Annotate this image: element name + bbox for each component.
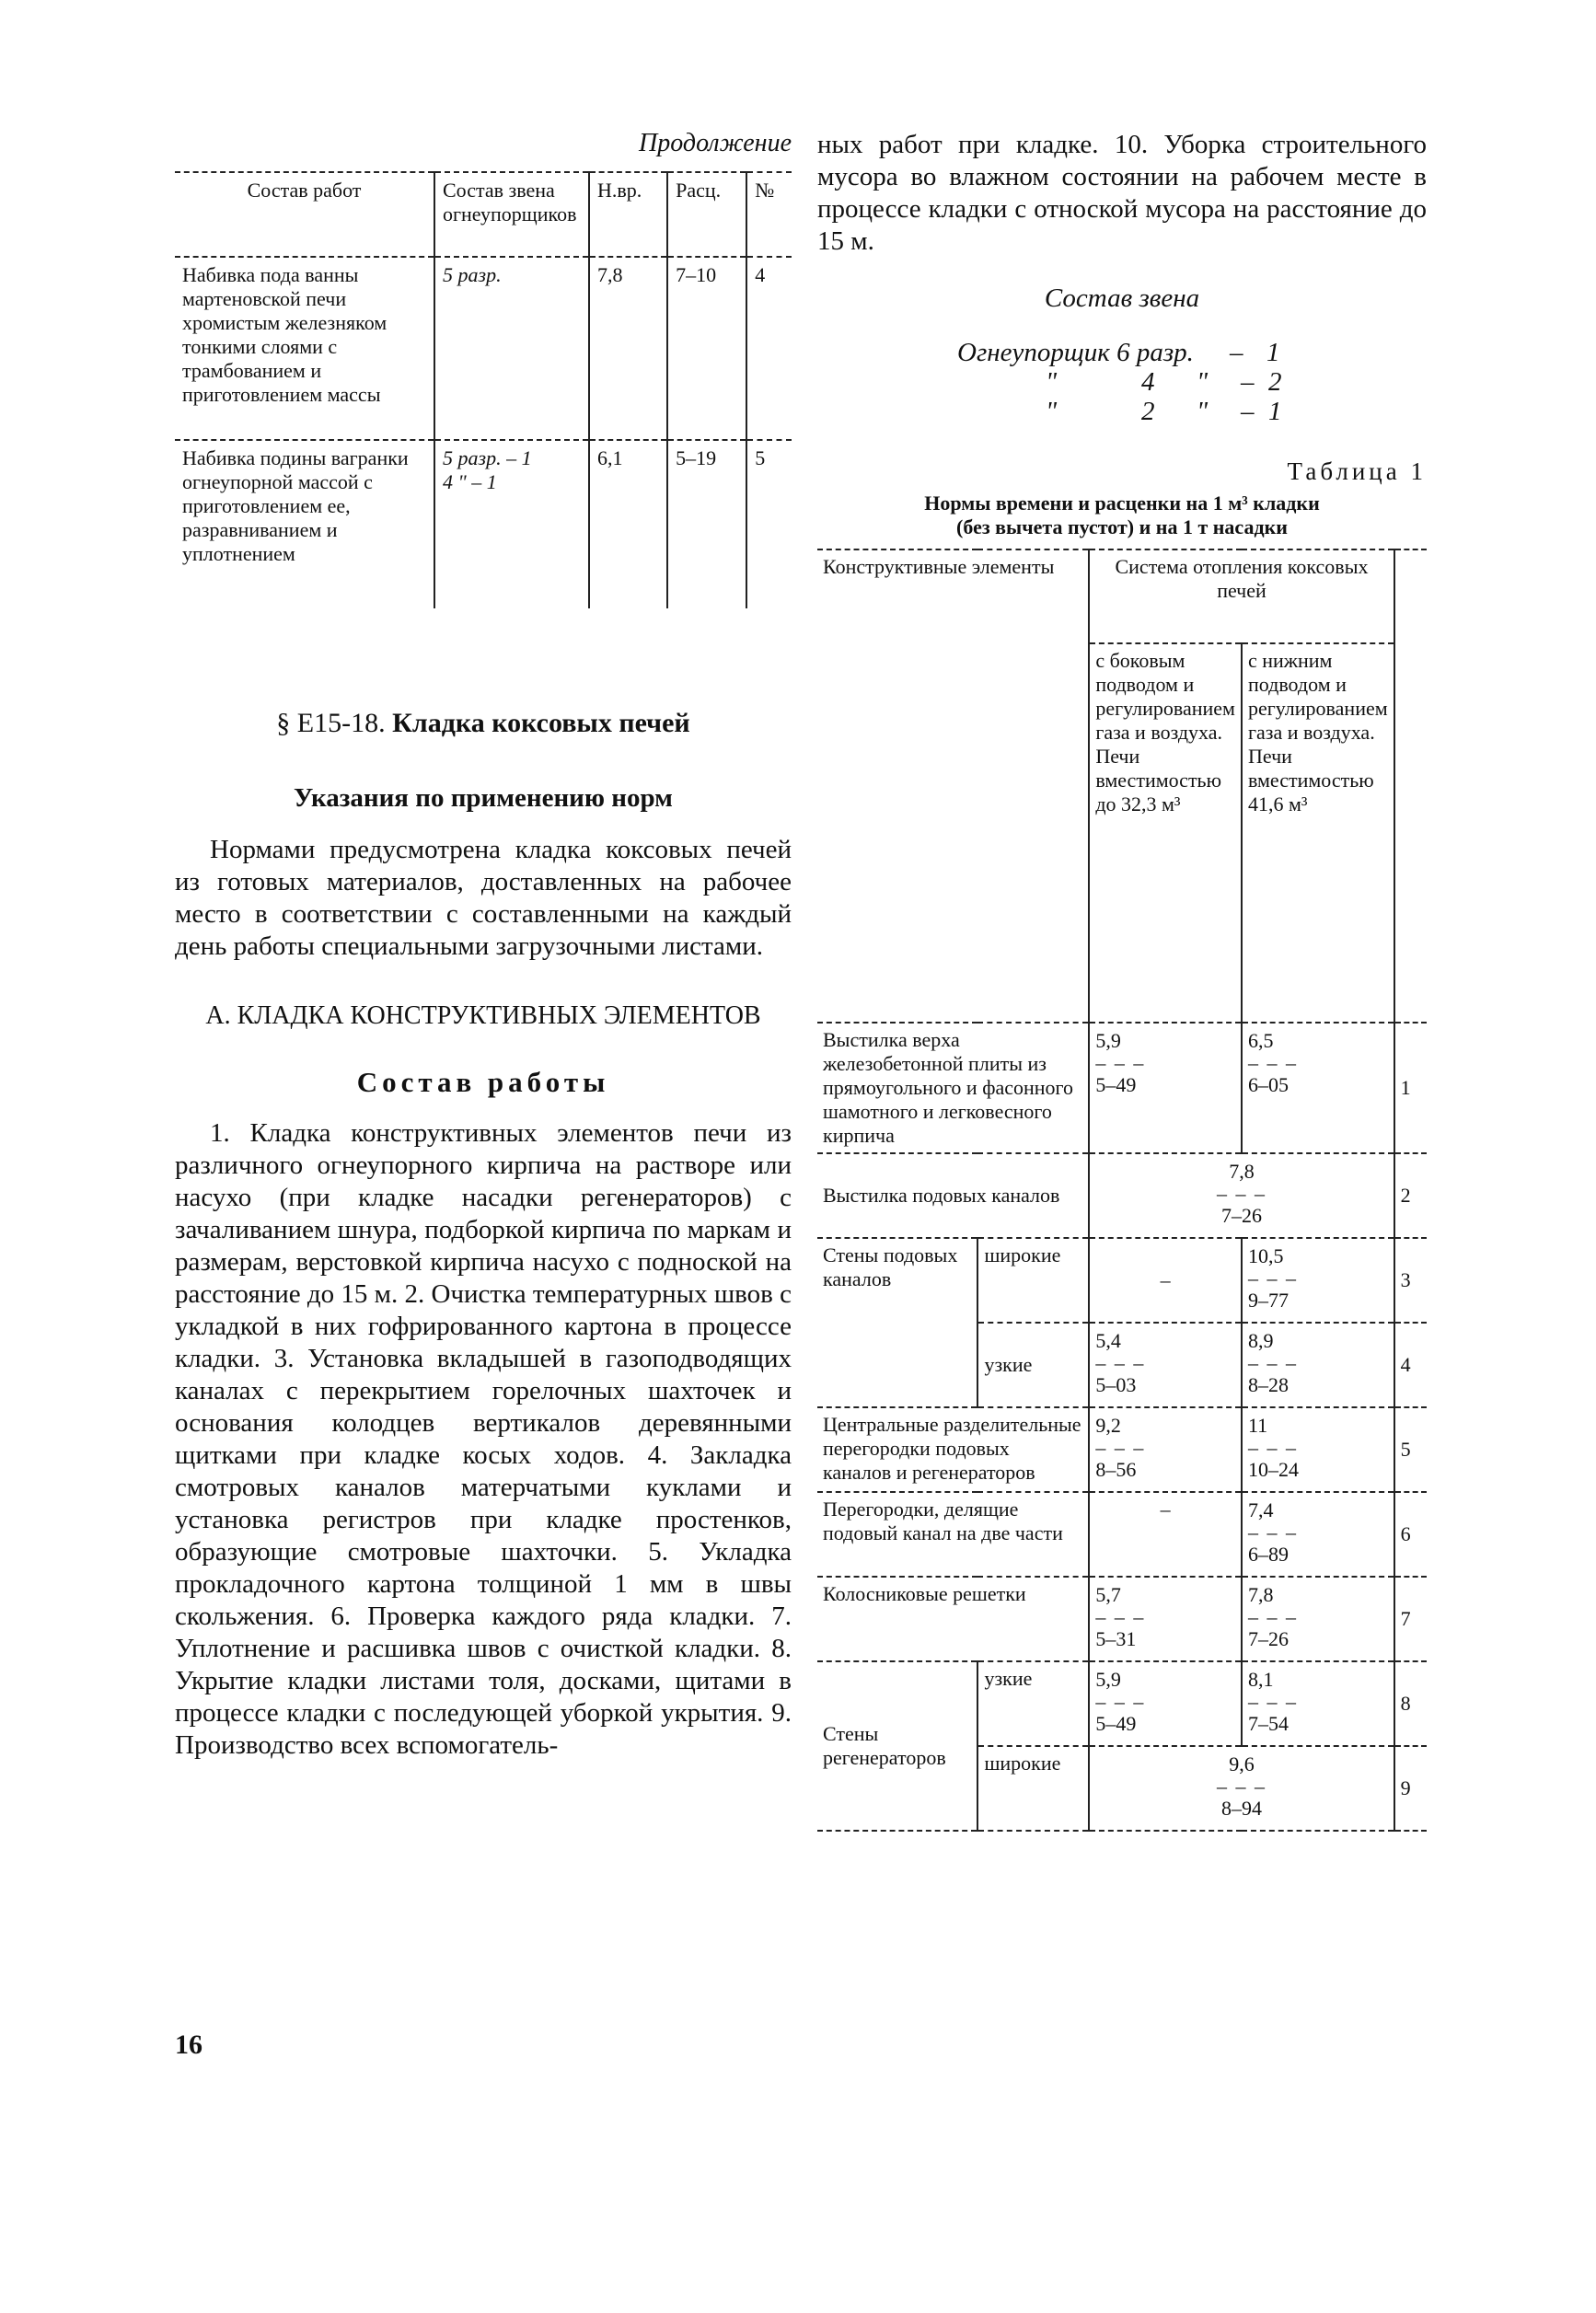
cell-element: Стены регенераторов xyxy=(823,1722,946,1769)
norm-value: 7,4 xyxy=(1247,1498,1274,1521)
cell-num: 5 xyxy=(746,440,792,608)
crew-dash: – xyxy=(1241,367,1255,397)
cell-crew xyxy=(434,440,589,608)
norms-table xyxy=(817,549,1427,1832)
table-title-line-2: (без вычета пустот) и на 1 т насадки xyxy=(956,515,1288,538)
header-work: Состав работ xyxy=(247,179,362,202)
cell-num: 5 xyxy=(1394,1407,1427,1492)
cell-rasc: 7–10 xyxy=(667,257,746,440)
cell-element: Центральные разделительные перегородки подовых каналов и регенераторов xyxy=(823,1413,1081,1484)
header-num-blank xyxy=(1394,549,1427,1023)
cell-subtype: широкие xyxy=(977,1746,1089,1831)
header-rasc: Расц. xyxy=(667,172,746,257)
rate-value: 7–26 xyxy=(1220,1204,1262,1227)
section-title xyxy=(175,708,792,739)
work-composition-text: 1. Кладка конструктивных элементов печи из различного огнеупорного кирпича на растворе или насухо (при кладке насадки регенераторов) с зачаливанием шнура, подборкой кирпича по маркам и размерам, верстовкой кирпича насухо с подноской на расстояние до 15 м. 2. Очистка температурных швов с укладкой в них гофрированного картона в процессе кладки. 3. Установка вкладышей в газоподводящих каналах с перекрытием горелочных шахточек и основания колодцев вертикалов деревянными щитками при кладке косых ходов. 4. Закладка смотровых каналов матерчатыми куклами и установка регистров при кладке простенков, образующие смотровые шахточки. 5. Укладка прокладочного картона толщиной 1 мм в швы скольжения. 6. Проверка каждого ряда кладки. 7. Уплотнение и расшивка швов с очисткой кладки. 8. Укрытие кладки листами толя, досками, щитами в процессе кладки с последующей уборкой укрытия. 9. Производство всех вспомогатель- xyxy=(175,1118,792,1760)
norm-value: 11 xyxy=(1247,1414,1268,1437)
cell-element: Колосниковые решетки xyxy=(823,1582,1026,1605)
left-column xyxy=(175,129,792,1762)
table-row xyxy=(175,440,792,608)
rate-value: 8–28 xyxy=(1247,1373,1289,1396)
cell-crew xyxy=(434,257,589,440)
crew-ditto: " xyxy=(1197,397,1209,426)
cell-subtype: узкие xyxy=(977,1323,1089,1407)
crew-count: 2 xyxy=(1268,367,1282,397)
cell-num: 6 xyxy=(1394,1492,1427,1577)
norm-value: 9,2 xyxy=(1095,1414,1121,1437)
rate-value: 9–77 xyxy=(1247,1289,1289,1312)
crew-value: 5 разр. – 1 xyxy=(443,446,532,469)
table-label: Таблица 1 xyxy=(1287,457,1427,485)
cell-num: 4 xyxy=(1394,1323,1427,1407)
norm-value: 7,8 xyxy=(1229,1160,1255,1183)
rate-value: 6–89 xyxy=(1247,1543,1289,1566)
cell-num: 3 xyxy=(1394,1238,1427,1323)
norm-value: 9,6 xyxy=(1229,1752,1255,1775)
work-composition-title: Состав работы xyxy=(356,1066,610,1098)
cell-merged: 7,8 – – – 7–26 xyxy=(1089,1153,1394,1238)
cell-side: – xyxy=(1089,1492,1242,1577)
rate-value: 8–56 xyxy=(1095,1458,1137,1481)
cell-side: – xyxy=(1089,1238,1242,1323)
table-row xyxy=(817,1023,1427,1153)
continuation-label: Продолжение xyxy=(639,129,792,157)
cell-num: 2 xyxy=(1394,1153,1427,1238)
table-row xyxy=(817,1238,1427,1323)
cell-num: 1 xyxy=(1394,1023,1427,1153)
crew-heading: Состав звена xyxy=(1044,283,1200,313)
table-title xyxy=(817,492,1427,539)
norm-value: 8,1 xyxy=(1247,1668,1274,1691)
cell-num: 7 xyxy=(1394,1577,1427,1661)
cell-bottom: 8,9 – – – 8–28 xyxy=(1242,1323,1394,1407)
header-nvr: Н.вр. xyxy=(589,172,667,257)
crew-ditto: " xyxy=(1046,367,1058,397)
table-row xyxy=(817,1492,1427,1577)
work-composition-text-cont: ных работ при кладке. 10. Уборка строительного мусора во влажном состоянии на рабочем месте в процессе кладки с отноской мусора на расстояние до 15 м. xyxy=(817,130,1427,256)
cell-subtype: узкие xyxy=(977,1661,1089,1746)
cell-num: 4 xyxy=(746,257,792,440)
table-row xyxy=(817,1153,1427,1238)
header-crew: Состав звена огнеупорщиков xyxy=(434,172,589,257)
cell-bottom: 7,4 – – – 6–89 xyxy=(1242,1492,1394,1577)
cell-subtype: широкие xyxy=(977,1238,1089,1323)
cell-bottom: 7,8 – – – 7–26 xyxy=(1242,1577,1394,1661)
cell-side: 5,4 – – – 5–03 xyxy=(1089,1323,1242,1407)
norm-value: 5,4 xyxy=(1095,1329,1121,1352)
norm-value: 8,9 xyxy=(1247,1329,1274,1352)
header-elements: Конструктивные элементы xyxy=(823,555,1055,578)
cell-nvr: 6,1 xyxy=(589,440,667,608)
cell-work: Набивка пода ванны мартеновской печи хромистым железняком тонкими слоями с трамбованием и приготовлением массы xyxy=(182,263,387,406)
crew-value: 5 разр. xyxy=(443,263,502,286)
table-row xyxy=(817,1407,1427,1492)
subsection-title: А. КЛАДКА КОНСТРУКТИВНЫХ ЭЛЕМЕНТОВ xyxy=(205,1001,761,1030)
crew-profession: Огнеупорщик 6 разр. xyxy=(957,338,1194,367)
cell-side: 5,9 – – – 5–49 xyxy=(1089,1661,1242,1746)
crew-line xyxy=(817,338,1427,367)
crew-line xyxy=(817,397,1427,426)
cell-bottom: 6,5 – – – 6–05 xyxy=(1242,1023,1394,1153)
cell-side: 5,7 – – – 5–31 xyxy=(1089,1577,1242,1661)
norm-value: 5,9 xyxy=(1095,1029,1121,1052)
cell-element: Выстилка верха железобетонной плиты из прямоугольного и фасонного шамотного и легковесного кирпича xyxy=(823,1028,1074,1147)
crew-grade: 4 xyxy=(1141,367,1155,397)
table-header-row xyxy=(175,172,792,257)
cell-bottom: 11 – – – 10–24 xyxy=(1242,1407,1394,1492)
rate-value: 5–49 xyxy=(1095,1712,1137,1735)
cell-element: Перегородки, делящие подовый канал на две части xyxy=(823,1498,1063,1544)
norm-value: 6,5 xyxy=(1247,1029,1274,1052)
cell-num: 9 xyxy=(1394,1746,1427,1831)
cell-bottom: 8,1 – – – 7–54 xyxy=(1242,1661,1394,1746)
crew-grade: 2 xyxy=(1141,397,1155,426)
norm-value: 5,9 xyxy=(1095,1668,1121,1691)
page-number: 16 xyxy=(175,2030,202,2060)
header-side-supply: с боковым подводом и регулированием газа и воздуха. Печи вместимостью до 32,3 м³ xyxy=(1089,643,1242,1023)
section-name: Кладка коксовых печей xyxy=(392,708,690,738)
cell-num: 8 xyxy=(1394,1661,1427,1746)
norm-value: 7,8 xyxy=(1247,1583,1274,1606)
right-column xyxy=(817,129,1427,1832)
table-row xyxy=(817,1661,1427,1746)
cell-element: Стены подовых каналов xyxy=(823,1243,958,1290)
crew-count: 1 xyxy=(1266,338,1280,367)
crew-list xyxy=(817,338,1427,426)
cell-bottom: 10,5 – – – 9–77 xyxy=(1242,1238,1394,1323)
instructions-text: Нормами предусмотрена кладка коксовых печей из готовых материалов, доставленных на рабочее место в соответствии с составленными на каждый день работы специальными загрузочными листами. xyxy=(175,835,792,961)
rate-value: 7–26 xyxy=(1247,1627,1289,1650)
header-num: № xyxy=(746,172,792,257)
norm-value: 10,5 xyxy=(1247,1244,1284,1267)
table-row xyxy=(175,257,792,440)
crew-dash: – xyxy=(1241,397,1255,426)
rate-value: 10–24 xyxy=(1247,1458,1299,1481)
rate-value: 5–03 xyxy=(1095,1373,1137,1396)
header-bottom-supply: с нижним подводом и регулированием газа и воздуха. Печи вместимостью 41,6 м³ xyxy=(1242,643,1394,1023)
cell-side: 5,9 – – – 5–49 xyxy=(1089,1023,1242,1153)
instructions-title: Указания по применению норм xyxy=(294,783,673,813)
cell-rasc: 5–19 xyxy=(667,440,746,608)
crew-ditto: " xyxy=(1046,397,1058,426)
rate-value: 5–49 xyxy=(1095,1073,1137,1096)
section-code: § Е15-18. xyxy=(276,708,386,738)
crew-value-2: 4 " – 1 xyxy=(443,470,497,493)
rate-value: 7–54 xyxy=(1247,1712,1289,1735)
norm-value: 5,7 xyxy=(1095,1583,1121,1606)
rate-value: 5–31 xyxy=(1095,1627,1137,1650)
cell-element: Выстилка подовых каналов xyxy=(823,1184,1060,1207)
cell-side: 9,2 – – – 8–56 xyxy=(1089,1407,1242,1492)
table-title-line-1: Нормы времени и расценки на 1 м³ кладки xyxy=(924,492,1320,515)
table-row xyxy=(817,1577,1427,1661)
cell-merged: 9,6 – – – 8–94 xyxy=(1089,1746,1394,1831)
table-header-row xyxy=(817,549,1427,643)
rate-value: 6–05 xyxy=(1247,1073,1289,1096)
rate-value: 8–94 xyxy=(1220,1797,1262,1820)
crew-ditto: " xyxy=(1197,367,1209,397)
crew-count: 1 xyxy=(1268,397,1282,426)
header-system: Система отопления коксовых печей xyxy=(1089,549,1394,643)
crew-line xyxy=(817,367,1427,397)
continuation-table xyxy=(175,171,792,608)
crew-dash: – xyxy=(1230,338,1243,367)
cell-work: Набивка подины вагранки огнеупорной массой с приготовлением ее, разравниванием и уплотнением xyxy=(182,446,409,565)
cell-nvr: 7,8 xyxy=(589,257,667,440)
